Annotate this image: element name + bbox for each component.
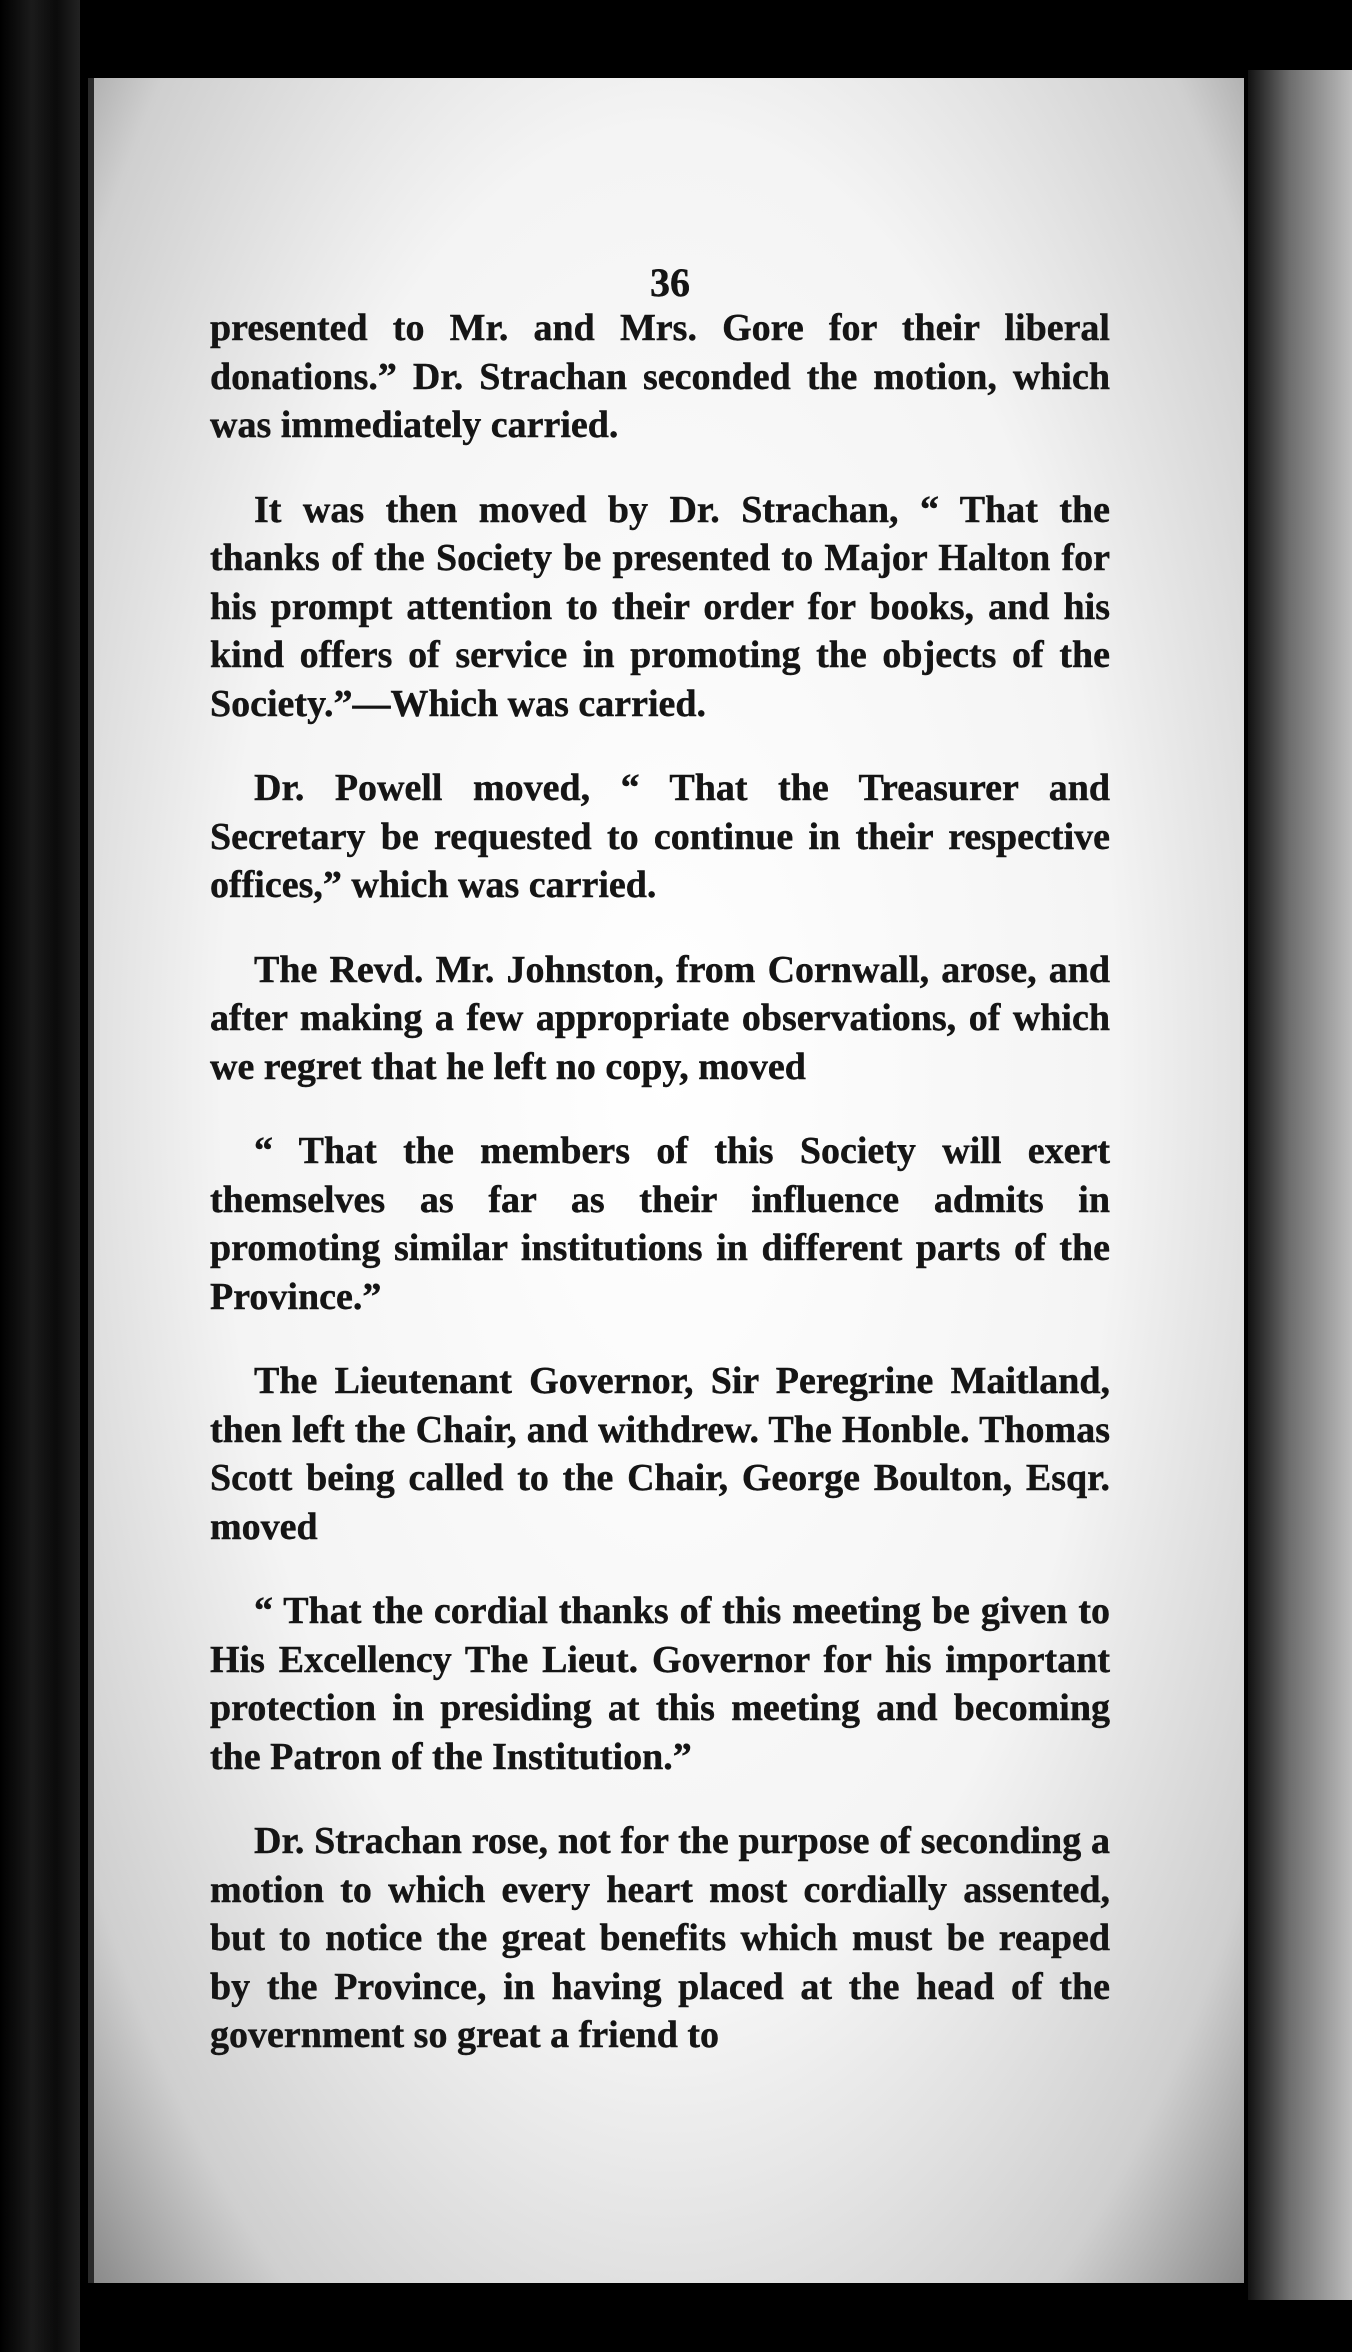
paragraph: Dr. Strachan rose, not for the purpose of seconding a motion to which every heart most cordially assented, but to notice the great benefits which must be reaped by the Province, in having placed at the head of the government so great a friend to [210,1820,1110,2056]
paragraph: presented to Mr. and Mrs. Gore for their liberal donations.” Dr. Strachan seconded the motion, which was immediately carried. [210,307,1110,446]
paragraph: Dr. Powell moved, “ That the Treasurer and Secretary be requested to continue in their respective offices,” which was carried. [210,767,1110,906]
book-binding [0,0,80,2352]
paragraph: It was then moved by Dr. Strachan, “ That the thanks of the Society be presented to Major Halton for his prompt attention to their order for books, and his kind offers of service in promoting the objects of the Society.”—Which was carried. [210,488,1110,725]
adjacent-page-edge [1248,70,1352,2300]
paragraph: The Lieutenant Governor, Sir Peregrine Maitland, then left the Chair, and withdrew. The Honble. Thomas Scott being called to the Chair, George Boulton, Esqr. moved [210,1360,1110,1548]
paragraph: The Revd. Mr. Johnston, from Cornwall, arose, and after making a few appropriate observations, of which we regret that he left no copy, moved [210,948,1110,1088]
page-number: 36 [650,260,690,305]
paragraph: “ That the members of this Society will exert themselves as far as their influence admits in promoting similar institutions in different parts of the Province.” [210,1130,1110,1318]
page-text [210,258,1110,2096]
paragraph: “ That the cordial thanks of this meeting be given to His Excellency The Lieut. Governor for his important protection in presiding at this meeting and becoming the Patron of the Institution.” [210,1590,1110,1778]
